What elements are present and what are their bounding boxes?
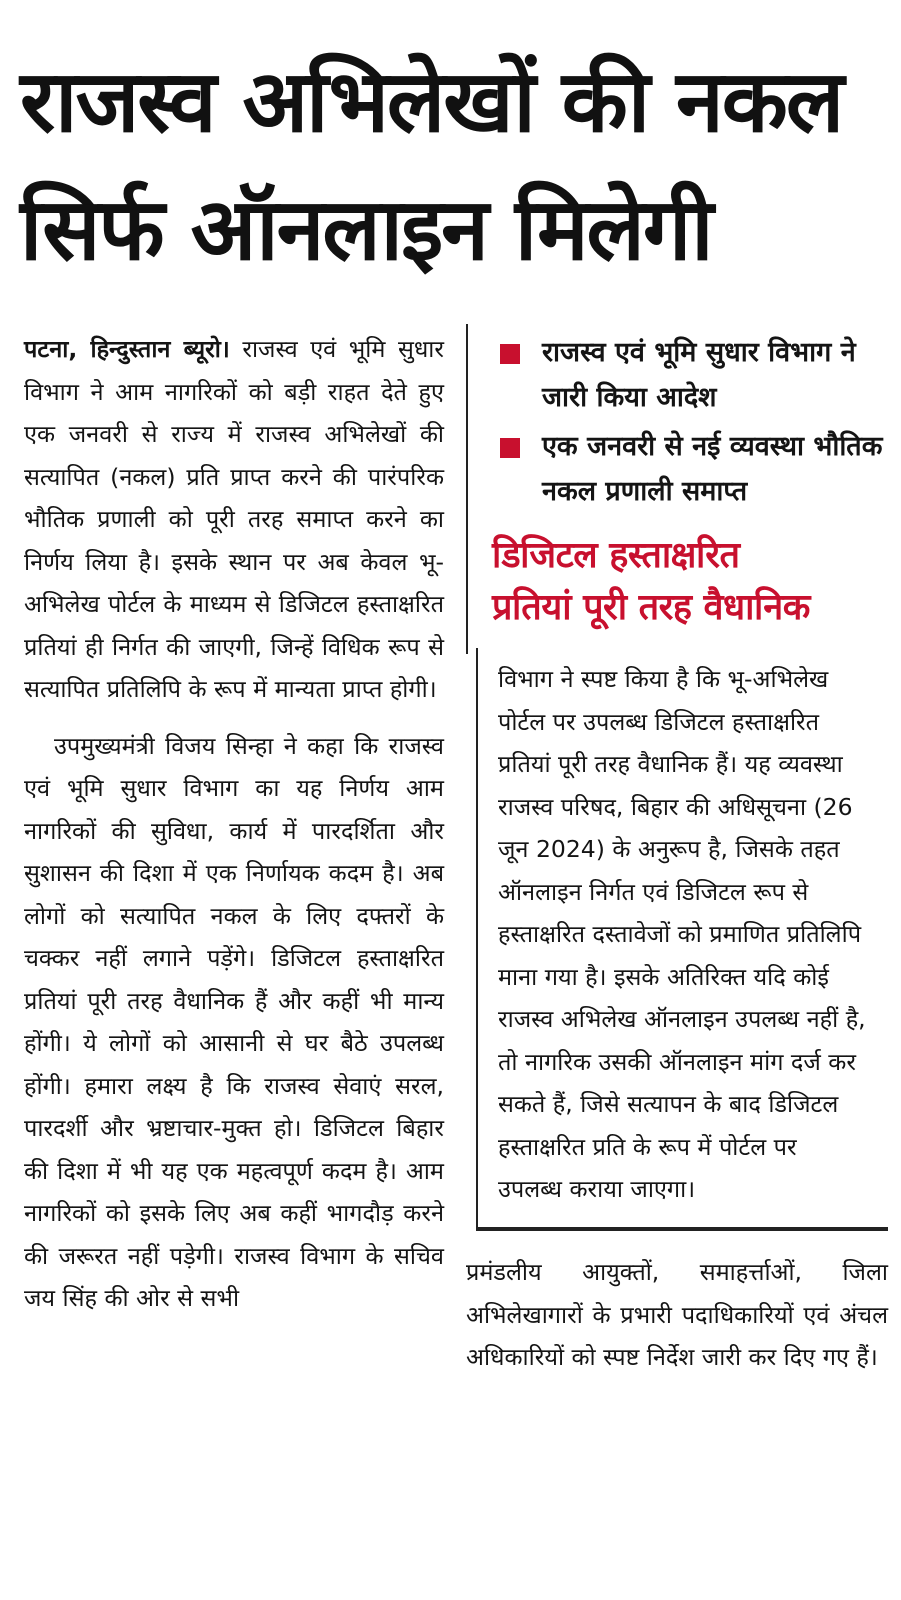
right-column-bottom	[466, 1251, 888, 1379]
column-divider	[466, 324, 468, 654]
dateline: पटना, हिन्दुस्तान ब्यूरो।	[24, 335, 230, 363]
headline-line-1: राजस्व अभिलेखों की नकल	[20, 52, 843, 152]
red-square-bullet-icon	[500, 344, 520, 364]
red-square-bullet-icon	[500, 438, 520, 458]
left-column	[24, 328, 444, 1320]
right-bottom-paragraph: प्रमंडलीय आयुक्तों, समाहर्त्ताओं, जिला अभिलेखागारों के प्रभारी पदाधिकारियों एवं अंचल अधिकारियों को स्पष्ट निर्देश जारी कर दिए गए हैं।	[466, 1258, 888, 1371]
subheading	[492, 530, 892, 634]
highlight-item	[500, 330, 890, 420]
subheading-line-2: प्रतियां पूरी तरह वैधानिक	[492, 587, 810, 628]
subheading-line-1: डिजिटल हस्ताक्षरित	[492, 535, 740, 576]
highlight-item	[500, 424, 890, 514]
left-paragraph-1	[24, 328, 444, 711]
left-paragraph-2: उपमुख्यमंत्री विजय सिन्हा ने कहा कि राजस्व एवं भूमि सुधार विभाग का यह निर्णय आम नागरिकों की सुविधा, कार्य में पारदर्शिता और सुशासन की दिशा में एक निर्णायक कदम है। अब लोगों को सत्यापित नकल के लिए दफ्तरों के चक्कर नहीं लगाने पड़ेंगे। डिजिटल हस्ताक्षरित प्रतियां पूरी तरह वैधानिक हैं और कहीं भी मान्य होंगी। ये लोगों को आसानी से घर बैठे उपलब्ध होंगी। हमारा लक्ष्य है कि राजस्व सेवाएं सरल, पारदर्शी और भ्रष्टाचार-मुक्त हो। डिजिटल बिहार की दिशा में भी यह एक महत्वपूर्ण कदम है। आम नागरिकों को इसके लिए अब कहीं भागदौड़ करने की जरूरत नहीं पड़ेगी। राजस्व विभाग के सचिव जय सिंह की ओर से सभी	[24, 731, 444, 1312]
headline	[20, 38, 885, 294]
highlight-text: राजस्व एवं भूमि सुधार विभाग ने जारी किया आदेश	[542, 337, 856, 413]
sidebar-box-text	[498, 658, 868, 1211]
highlight-text: एक जनवरी से नई व्यवस्था भौतिक नकल प्रणाली समाप्त	[542, 431, 883, 507]
headline-line-2: सिर्फ ऑनलाइन मिलेगी	[20, 180, 712, 280]
highlights-list	[500, 330, 890, 518]
left-paragraph-1-text: राजस्व एवं भूमि सुधार विभाग ने आम नागरिकों को बड़ी राहत देते हुए एक जनवरी से राज्य में राजस्व अभिलेखों की सत्यापित (नकल) प्रति प्राप्त करने की पारंपरिक भौतिक प्रणाली को पूरी तरह समाप्त करने का निर्णय लिया है। इसके स्थान पर अब केवल भू-अभिलेख पोर्टल के माध्यम से डिजिटल हस्ताक्षरित प्रतियां ही निर्गत की जाएगी, जिन्हें विधिक रूप से सत्यापित प्रतिलिपि के रूप में मान्यता प्राप्त होगी।	[24, 335, 444, 703]
box-paragraph: विभाग ने स्पष्ट किया है कि भू-अभिलेख पोर्टल पर उपलब्ध डिजिटल हस्ताक्षरित प्रतियां पूरी तरह वैधानिक हैं। यह व्यवस्था राजस्व परिषद, बिहार की अधिसूचना (26 जून 2024) के अनुरूप है, जिसके तहत ऑनलाइन निर्गत एवं डिजिटल रूप से हस्ताक्षरित दस्तावेजों को प्रमाणित प्रतिलिपि माना गया है। इसके अतिरिक्त यदि कोई राजस्व अभिलेख ऑनलाइन उपलब्ध नहीं है, तो नागरिक उसकी ऑनलाइन मांग दर्ज कर सकते हैं, जिसे सत्यापन के बाद डिजिटल हस्ताक्षरित प्रति के रूप में पोर्टल पर उपलब्ध कराया जाएगा।	[498, 665, 866, 1203]
